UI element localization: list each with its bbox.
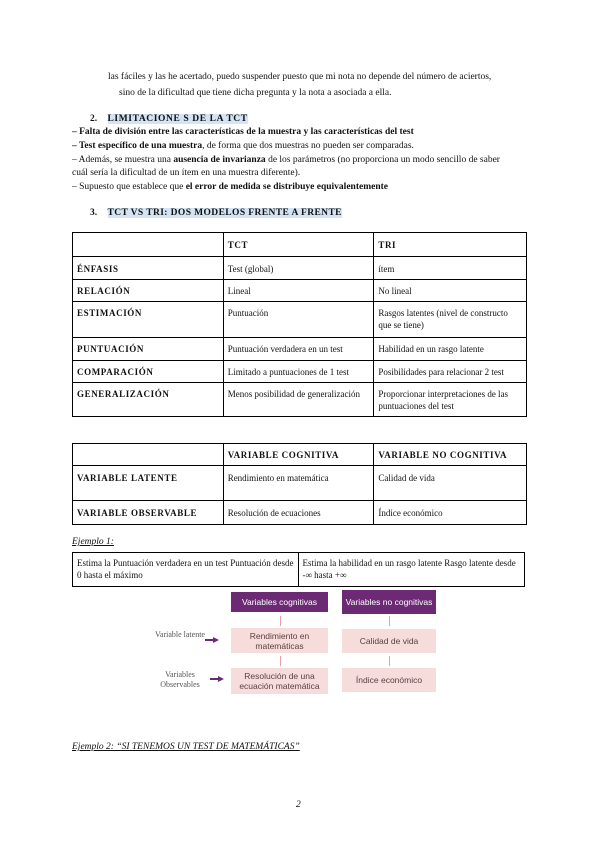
table-cell: Rendimiento en matemática	[223, 466, 374, 501]
row-label: VARIABLE LATENTE	[73, 466, 224, 501]
table-row	[73, 466, 527, 501]
table-header-cell: VARIABLE COGNITIVA	[223, 444, 374, 466]
table-cell: Índice económico	[374, 501, 527, 525]
table-row	[73, 361, 527, 383]
section-3-heading	[90, 206, 342, 221]
col-header-non-cognitive: Variables no cognitivas	[342, 590, 436, 614]
cell-quality-of-life: Calidad de vida	[342, 629, 436, 653]
section-2-title: LIMITACIONE S DE LA TCT	[107, 114, 248, 124]
limitation-1: – Falta de división entre las características de la muestra y las características del test	[72, 127, 414, 137]
table-row	[73, 553, 525, 587]
table-cell: Limitado a puntuaciones de 1 test	[223, 361, 374, 383]
section-3-title: TCT VS TRI: DOS MODELOS FRENTE A FRENTE	[107, 208, 342, 218]
limitation-2-bold: – Test específico de una muestra	[72, 141, 203, 151]
table-row	[73, 280, 527, 302]
variables-table	[72, 443, 527, 525]
connector-line	[389, 616, 390, 626]
limitation-3-rest: de los parámetros (no proporciona un modo sencillo de saber	[265, 155, 500, 165]
row-label: RELACIÓN	[73, 280, 224, 302]
table-cell: Calidad de vida	[374, 466, 527, 501]
table-header-row	[73, 444, 527, 466]
cell-equation-solving: Resolución de una ecuación matemática	[231, 668, 328, 694]
table-row	[73, 302, 527, 338]
example-1-label: Ejemplo 1:	[72, 537, 114, 547]
table-row	[73, 338, 527, 361]
col-header-cognitive: Variables cognitivas	[231, 592, 328, 612]
connector-line	[280, 656, 281, 666]
table-row	[73, 257, 527, 280]
row-label-observable: Variables Observables	[160, 670, 200, 689]
example-1-right: Estima la habilidad en un rasgo latente Rasgo latente desde -∞ hasta +∞	[298, 553, 525, 587]
section-3-number: 3.	[90, 208, 98, 218]
limitation-4-bold: el error de medida se distribuye equivalentemente	[185, 182, 388, 192]
table-row	[73, 383, 527, 417]
row-label: VARIABLE OBSERVABLE	[73, 501, 224, 525]
example-1-table	[72, 552, 525, 587]
page-number: 2	[296, 800, 301, 810]
row-label: PUNTUACIÓN	[73, 338, 224, 361]
table-cell: ítem	[374, 257, 527, 280]
example-2-label: Ejemplo 2: “SI TENEMOS UN TEST DE MATEMÁTICAS”	[72, 742, 300, 752]
limitation-2	[72, 139, 414, 154]
table-header-cell: TCT	[223, 233, 374, 257]
table-cell: Puntuación	[223, 302, 374, 338]
table-cell: Resolución de ecuaciones	[223, 501, 374, 525]
arrow-right-icon	[210, 676, 224, 682]
row-label-latent: Variable latente	[155, 630, 205, 639]
table-cell: Rasgos latentes (nivel de constructo que se tiene)	[374, 302, 527, 338]
table-cell: Proporcionar interpretaciones de las puntuaciones del test	[374, 383, 527, 417]
table-cell: Test (global)	[223, 257, 374, 280]
table-cell: Lineal	[223, 280, 374, 302]
table-cell: Habilidad en un rasgo latente	[374, 338, 527, 361]
limitation-3-line2: cuál sería la dificultad de un ítem en una muestra diferente).	[72, 168, 301, 178]
limitation-4-pre: – Supuesto que establece que	[72, 182, 186, 192]
table-row	[73, 501, 527, 525]
connector-line	[280, 616, 281, 626]
limitation-3-bold: ausencia de invarianza	[173, 155, 266, 165]
table-header-cell	[73, 444, 224, 466]
intro-line-1: las fáciles y las he acertado, puedo suspender puesto que mi nota no depende del número de aciertos,	[108, 72, 492, 82]
table-header-cell: TRI	[374, 233, 527, 257]
table-header-row	[73, 233, 527, 257]
table-cell: Puntuación verdadera en un test	[223, 338, 374, 361]
cell-math-performance: Rendimiento en matemáticas	[231, 628, 328, 653]
limitation-3-pre: – Además, se muestra una	[72, 155, 174, 165]
row-label: ESTIMACIÓN	[73, 302, 224, 338]
example-1-left: Estima la Puntuación verdadera en un test Puntuación desde 0 hasta el máximo	[73, 553, 299, 587]
limitation-4	[72, 180, 388, 195]
row-label: COMPARACIÓN	[73, 361, 224, 383]
tct-tri-table	[72, 232, 527, 417]
table-header-cell: VARIABLE NO COGNITIVA	[374, 444, 527, 466]
table-cell: Menos posibilidad de generalización	[223, 383, 374, 417]
connector-line	[389, 656, 390, 666]
cell-economic-index: Índice económico	[342, 668, 436, 692]
section-2-number: 2.	[90, 114, 98, 124]
arrow-right-icon	[205, 637, 219, 643]
intro-line-2: sino de la dificultad que tiene dicha pregunta y la nota a asociada a ella.	[119, 88, 392, 98]
row-label: GENERALIZACIÓN	[73, 383, 224, 417]
row-label: ÉNFASIS	[73, 257, 224, 280]
table-cell: Posibilidades para relacionar 2 test	[374, 361, 527, 383]
limitation-2-rest: , de forma que dos muestras no pueden ser comparadas.	[202, 141, 414, 151]
table-header-cell	[73, 233, 224, 257]
table-cell: No lineal	[374, 280, 527, 302]
